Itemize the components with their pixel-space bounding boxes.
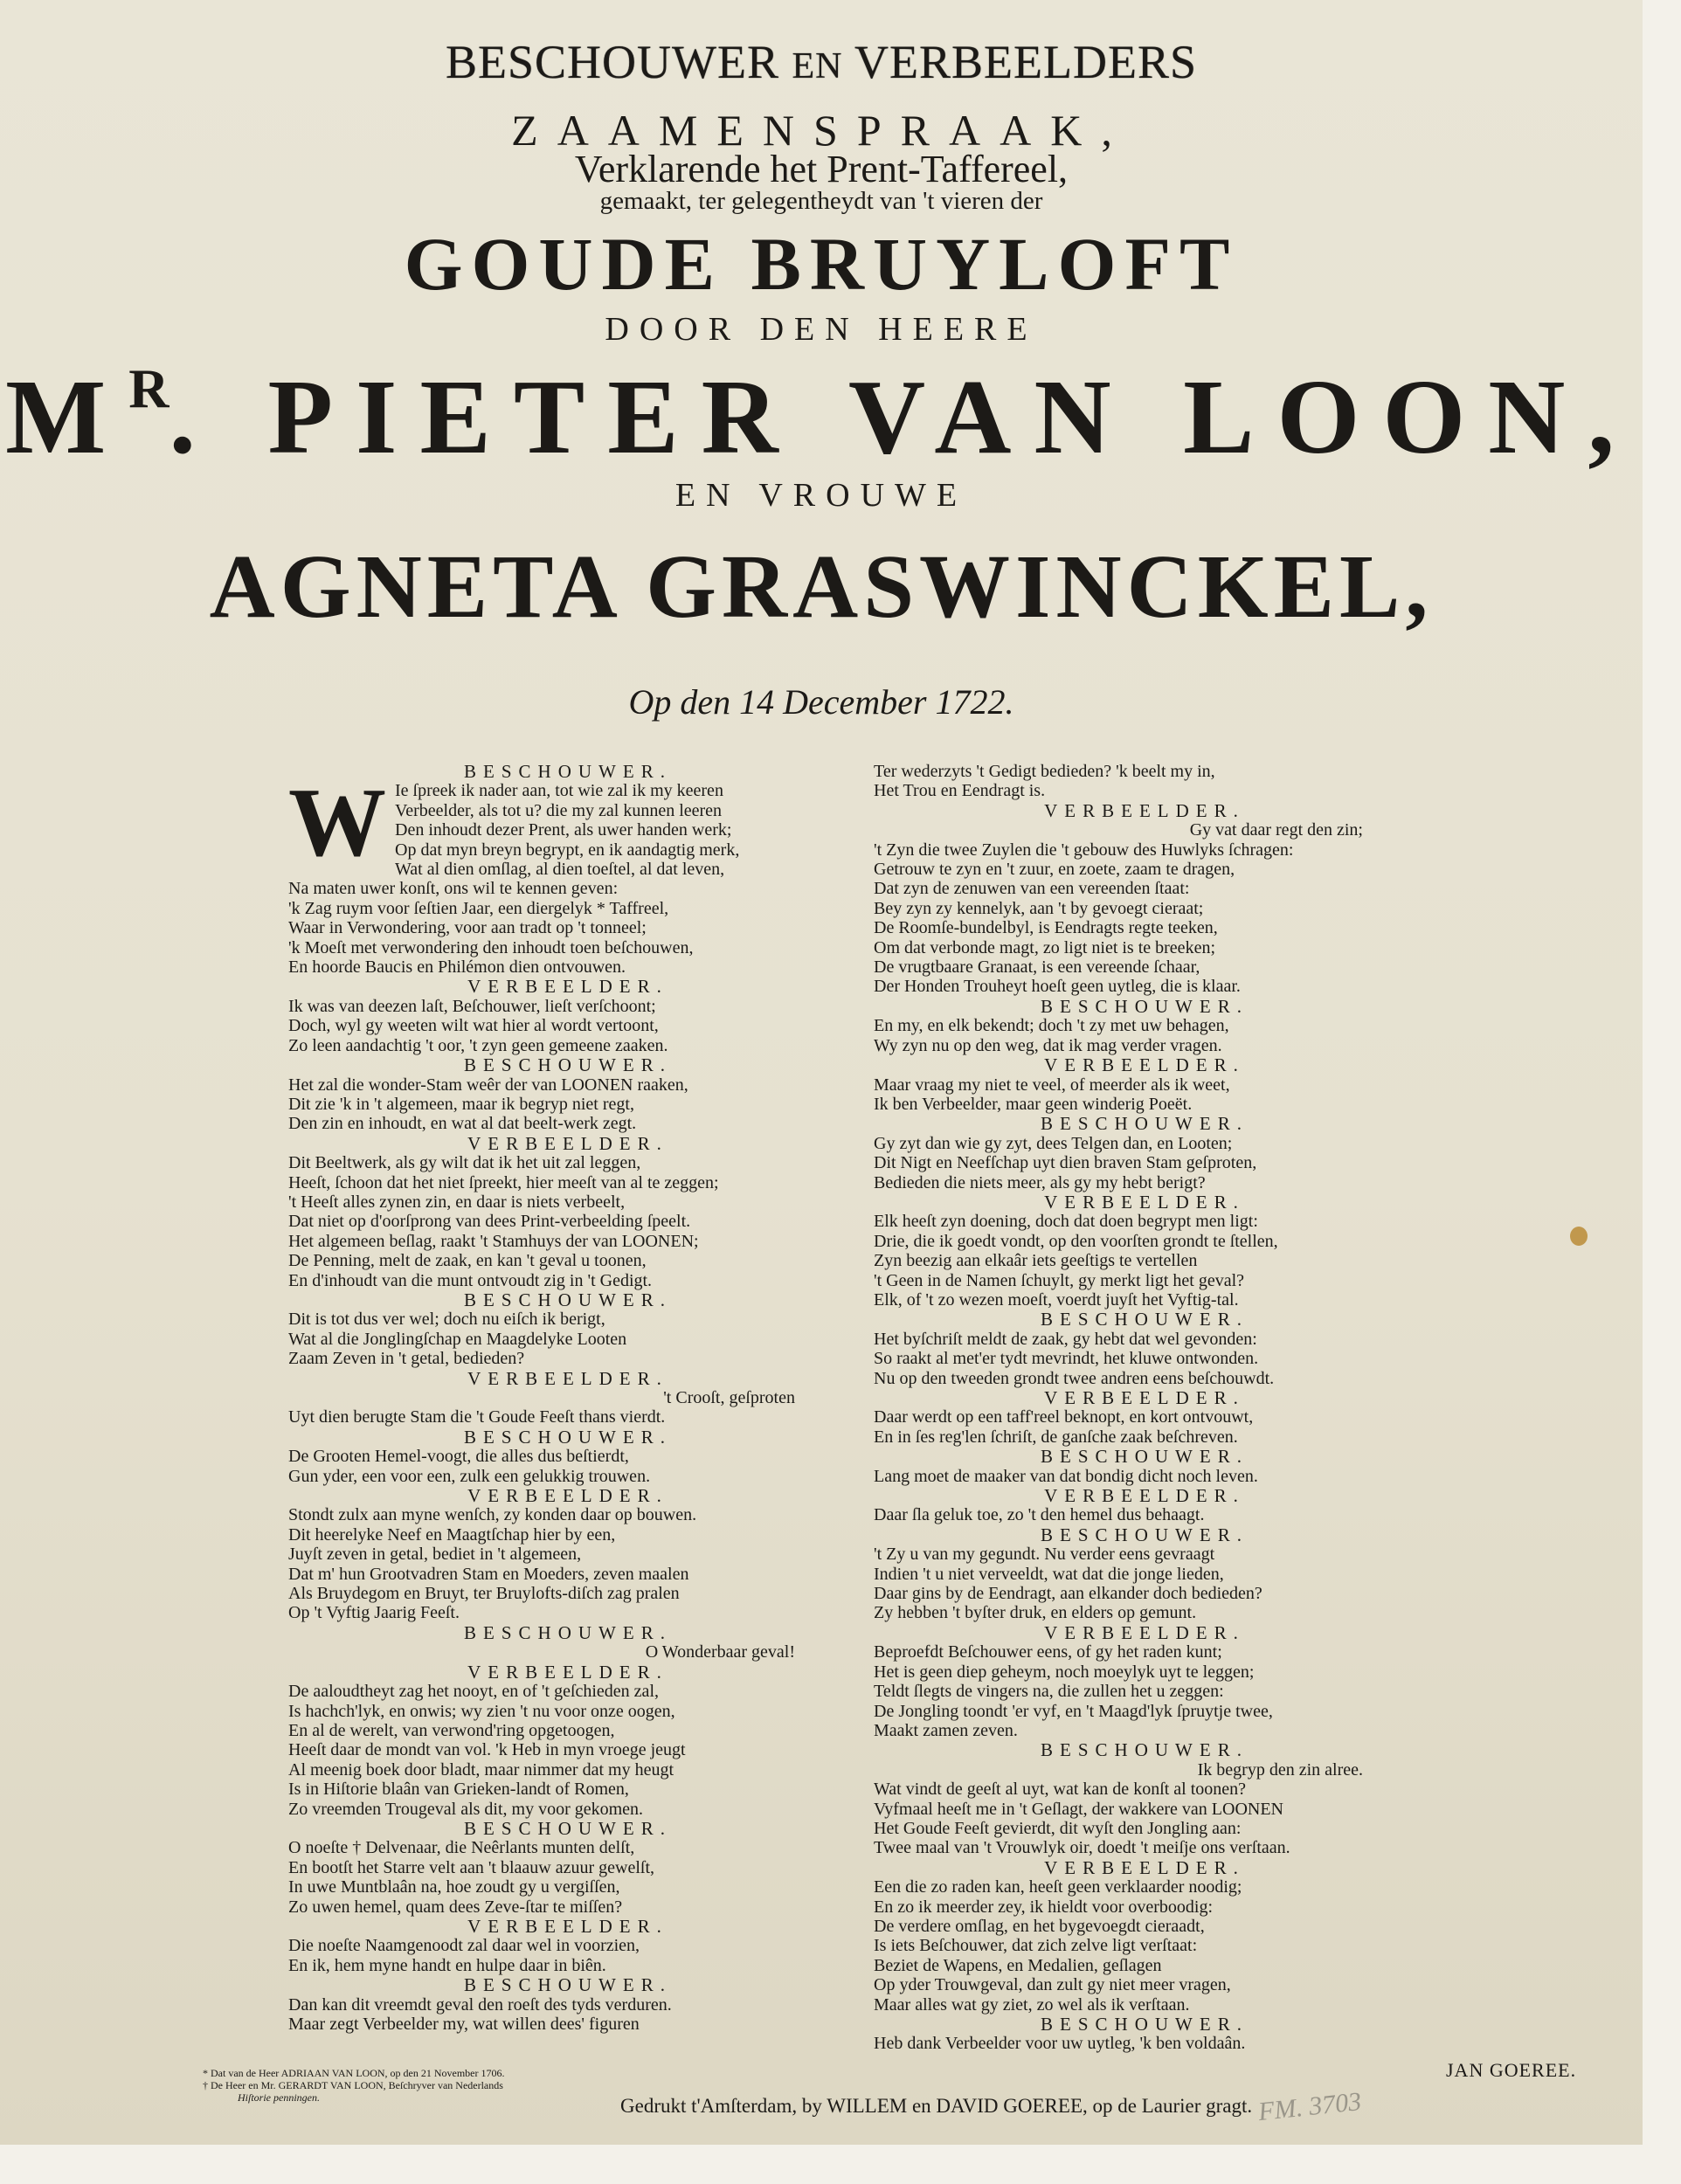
- printer-imprint: Gedrukt t'Amſterdam, by WILLEM en DAVID GOEREE, op de Laurier gragt.: [620, 2095, 1253, 2117]
- verse-line: Lang moet de maaker van dat bondig dicht noch leven.: [874, 1466, 1258, 1486]
- verse-line: Om dat verbonde magt, zo ligt niet is te breeken;: [874, 937, 1215, 957]
- title-goude-bruyloft: GOUDE BRUYLOFT: [404, 222, 1239, 306]
- verse-line: 't Zy u van my gegundt. Nu verder eens gevraagt: [874, 1545, 1215, 1565]
- verse-line: 't Zyn die twee Zuylen die 't gebouw des Huwlyks ſchragen:: [874, 840, 1294, 860]
- verse-line: Ie ſpreek ik nader aan, tot wie zal ik my keeren: [395, 781, 723, 801]
- verse-line: Maar zegt Verbeelder my, wat willen dees' figuren: [288, 2015, 640, 2034]
- verse-line: Dat zyn de zenuwen van een vereenden ſtaat:: [874, 879, 1190, 899]
- speaker-heading: VERBEELDER.: [1044, 799, 1245, 821]
- verse-line: Op 't Vyftig Jaarig Feeſt.: [288, 1603, 460, 1623]
- verse-line: Het zal die wonder-Stam weêr der van LOONEN raaken,: [288, 1075, 688, 1095]
- speaker-heading: BESCHOUWER.: [1041, 1309, 1249, 1330]
- verse-line: Zaam Zeven in 't getal, bedieden?: [288, 1349, 525, 1369]
- verse-line: Wat al die Jonglingſchap en Maagdelyke Looten: [288, 1329, 627, 1349]
- verse-line: En hoorde Baucis en Philémon dien ontvouwen.: [288, 957, 626, 978]
- verse-line: Maar vraag my niet te veel, of meerder als ik weet,: [874, 1075, 1230, 1095]
- verse-line: En al de werelt, van verwond'ring opgetoogen,: [288, 1720, 615, 1740]
- speaker-heading: VERBEELDER.: [1044, 1191, 1245, 1213]
- verse-line: Maar alles wat gy ziet, zo wel als ik verſtaan.: [874, 1994, 1190, 2015]
- verse-line: Ter wederzyts 't Gedigt bedieden? 'k beelt my in,: [874, 762, 1215, 781]
- verse-line: Den zin en inhoudt, en wat al dat beelt-werk zegt.: [288, 1114, 637, 1134]
- verse-line: Heeſt daar de mondt van vol. 'k Heb in myn vroege jeugt: [288, 1740, 686, 1760]
- verse-line: Het is geen diep geheym, noch moeylyk uyt te leggen;: [874, 1662, 1255, 1682]
- verse-line: In uwe Muntblaân na, hoe zoudt gy u vergiſſen,: [288, 1877, 620, 1897]
- verse-line: Wy zyn nu op den weg, dat ik mag verder vragen.: [874, 1035, 1222, 1055]
- verse-line: Elk, of 't zo wezen moeſt, voerdt juyſt het Vyftig-tal.: [874, 1289, 1239, 1310]
- speaker-heading: BESCHOUWER.: [464, 1621, 672, 1643]
- speaker-heading: VERBEELDER.: [467, 1132, 668, 1154]
- speaker-heading: BESCHOUWER.: [464, 1289, 672, 1310]
- verse-line: Den inhoudt dezer Prent, als uwer handen werk;: [395, 820, 732, 840]
- speaker-heading: VERBEELDER.: [467, 1485, 668, 1507]
- speaker-heading: VERBEELDER.: [467, 1661, 668, 1683]
- verse-line: De Penning, melt de zaak, en kan 't geval u toonen,: [288, 1251, 647, 1271]
- verse-line: O Wonderbaar geval!: [645, 1642, 795, 1662]
- verse-line: En my, en elk bekendt; doch 't zy met uw behagen,: [874, 1016, 1229, 1036]
- verse-line: Dit is tot dus ver wel; doch nu eiſch ik berigt,: [288, 1310, 605, 1330]
- verse-line: De Grooten Hemel-voogt, die alles dus beſtierdt,: [288, 1447, 629, 1467]
- verse-line: Juyſt zeven in getal, bediet in 't algemeen,: [288, 1545, 582, 1565]
- verse-line: Gy zyt dan wie gy zyt, dees Telgen dan, en Looten;: [874, 1133, 1233, 1153]
- verse-line: En in ſes reg'len ſchriſt, de ganſche zaak beſchreven.: [874, 1427, 1238, 1447]
- verse-line: Na maten uwer konſt, ons wil te kennen geven:: [288, 879, 619, 899]
- verse-line: Verbeelder, als tot u? die my zal kunnen leeren: [395, 800, 723, 820]
- verse-line: Dat m' hun Grootvadren Stam en Moeders, zeven maalen: [288, 1564, 689, 1584]
- drop-cap: W: [288, 769, 386, 878]
- speaker-heading: BESCHOUWER.: [1041, 1446, 1249, 1468]
- verse-line: Het algemeen beſlag, raakt 't Stamhuys der van LOONEN;: [288, 1231, 699, 1251]
- title-line-1: [0, 35, 1643, 89]
- title-en-vrouwe: EN VROUWE: [674, 477, 968, 514]
- verse-line: Vyfmaal heeſt me in 't Geſlagt, der wakkere van LOONEN: [874, 1799, 1283, 1819]
- verse-line: Bey zyn zy kennelyk, aan 't by gevoegt cieraat;: [874, 898, 1204, 918]
- author-signature: JAN GOEREE.: [1446, 2059, 1577, 2081]
- title-word-en: EN: [792, 46, 843, 86]
- verse-line: Teldt ſlegts de vingers na, die zullen het u zeggen:: [874, 1682, 1224, 1702]
- paper-stain: [1570, 1227, 1588, 1246]
- verse-line: Daar ſla geluk toe, zo 't den hemel dus behaagt.: [874, 1505, 1205, 1525]
- verse-line: Het Trou en Eendragt is.: [874, 781, 1046, 801]
- verse-line: En zo ik meerder zey, ik hieldt voor overboodig:: [874, 1897, 1214, 1917]
- verse-line: Daar werdt op een taff'reel beknopt, en kort ontvouwt,: [874, 1407, 1254, 1427]
- verse-line: Dit zie 'k in 't algemeen, maar ik begryp niet regt,: [288, 1094, 634, 1114]
- footnotes: [203, 2067, 505, 2104]
- verse-line: En ik, hem myne handt en hulpe daar in biên.: [288, 1955, 606, 1975]
- title-word-verbeelders: VERBEELDERS: [854, 36, 1198, 88]
- footnote-1: * Dat van de Heer ADRIAAN VAN LOON, op den 21 November 1706.: [203, 2067, 505, 2079]
- verse-line: De Roomſe-bundelbyl, is Eendragts regte teeken,: [874, 918, 1218, 938]
- verse-line: Heb dank Verbeelder voor uw uytleg, 'k ben voldaân.: [874, 2034, 1246, 2054]
- verse-line: Indien 't u niet verveeldt, wat dat die jonge lieden,: [874, 1564, 1224, 1584]
- speaker-heading: BESCHOUWER.: [1041, 995, 1249, 1017]
- footnote-2: † De Heer en Mr. GERARDT VAN LOON, Beſchryver van Nederlands: [203, 2079, 503, 2091]
- title-word-beschouwer: BESCHOUWER: [445, 36, 779, 88]
- verse-line: Maakt zamen zeven.: [874, 1720, 1018, 1740]
- verse-line: 'k Zag ruym voor ſeſtien Jaar, een diergelyk * Taffreel,: [288, 898, 669, 918]
- verse-line: Nu op den tweeden grondt twee andren eens beſchouwdt.: [874, 1368, 1275, 1388]
- verse-line: Beproefdt Beſchouwer eens, of gy het raden kunt;: [874, 1642, 1222, 1662]
- title-zaamenspraak: ZAAMENSPRAAK,: [511, 106, 1131, 155]
- verse-line: Dit Nigt en Neefſchap uyt dien braven Stam geſproten,: [874, 1153, 1257, 1173]
- verse-line: Ik begryp den zin alree.: [1197, 1759, 1363, 1780]
- speaker-heading: VERBEELDER.: [1044, 1621, 1245, 1643]
- verse-line: Gy vat daar regt den zin;: [1189, 820, 1363, 840]
- verse-line: Zo vreemden Trougeval als dit, my voor gekomen.: [288, 1799, 644, 1819]
- dialogue-left-column: [288, 762, 847, 2034]
- title-door-den-heere: DOOR DEN HEERE: [605, 311, 1038, 348]
- speaker-heading: BESCHOUWER.: [1041, 1524, 1249, 1545]
- verse-line: 'k Moeſt met verwondering den inhoudt toen beſchouwen,: [288, 937, 694, 957]
- verse-line: Het byſchriſt meldt de zaak, gy hebt dat wel gevonden:: [874, 1329, 1257, 1349]
- verse-line: Is hachch'lyk, en onwis; wy zien 't nu voor onze oogen,: [288, 1701, 675, 1721]
- verse-line: Wat al dien omſlag, al dien toeſtel, al dat leven,: [395, 860, 725, 880]
- verse-line: Heeſt, ſchoon dat het niet ſpreekt, hier meeſt van al te zeggen;: [288, 1172, 719, 1192]
- speaker-heading: BESCHOUWER.: [464, 761, 672, 782]
- verse-line: Op yder Trouwgeval, dan zult gy niet meer vragen,: [874, 1975, 1231, 1995]
- verse-line: Doch, wyl gy weeten wilt wat hier al wordt vertoont,: [288, 1016, 659, 1036]
- verse-line: Zy hebben 't byſter druk, en elders op gemunt.: [874, 1603, 1197, 1623]
- verse-line: En bootſt het Starre velt aan 't blaauw azuur gewelſt,: [288, 1857, 655, 1877]
- verse-line: Zo uwen hemel, quam dees Zeve-ſtar te miſſen?: [288, 1897, 623, 1917]
- speaker-heading: BESCHOUWER.: [464, 1817, 672, 1839]
- title-agneta-graswinckel: AGNETA GRASWINCKEL,: [209, 536, 1434, 637]
- verse-line: Het Goude Feeſt gevierdt, dit wyſt den Jongling aan:: [874, 1818, 1242, 1838]
- verse-line: De vrugtbaare Granaat, is een vereende ſchaar,: [874, 957, 1200, 978]
- verse-line: Daar gins by de Eendragt, aan elkander doch bedieden?: [874, 1584, 1262, 1604]
- verse-line: 't Heeſt alles zynen zin, en daar is niets verbeelt,: [288, 1192, 626, 1212]
- verse-line: De Jongling toondt 'er vyf, en 't Maagd'lyk ſpruytje twee,: [874, 1701, 1273, 1721]
- verse-line: Op dat myn breyn begrypt, en ik aandagtig merk,: [395, 840, 740, 860]
- verse-line: 't Crooſt, geſproten: [663, 1388, 795, 1407]
- verse-line: Dit heerelyke Neef en Maagtſchap hier by een,: [288, 1524, 616, 1545]
- verse-line: Is in Hiſtorie blaân van Grieken-landt of Romen,: [288, 1780, 629, 1800]
- speaker-heading: VERBEELDER.: [467, 976, 668, 998]
- verse-line: Twee maal van 't Vrouwlyk oir, doedt 't meiſje ons verſtaan.: [874, 1838, 1290, 1858]
- speaker-heading: VERBEELDER.: [1044, 1485, 1245, 1507]
- speaker-heading: BESCHOUWER.: [464, 1054, 672, 1076]
- verse-line: 't Geen in de Namen ſchuylt, gy merkt ligt het geval?: [874, 1270, 1245, 1290]
- verse-line: Die noeſte Naamgenoodt zal daar wel in voorzien,: [288, 1936, 640, 1956]
- verse-line: Der Honden Trouheyt hoeſt geen uytleg, die is klaar.: [874, 977, 1241, 997]
- verse-line: En d'inhoudt van die munt ontvoudt zig in 't Gedigt.: [288, 1270, 653, 1290]
- title-mr-superscript: R: [128, 357, 169, 419]
- speaker-heading: VERBEELDER.: [467, 1915, 668, 1937]
- footnote-2-cont: Hiſtorie penningen.: [238, 2091, 320, 2104]
- title-mr-prefix: M: [5, 358, 129, 476]
- verse-line: Uyt dien berugte Stam die 't Goude Feeſt thans vierdt.: [288, 1407, 666, 1427]
- verse-line: Zo leen aandachtig 't oor, 't zyn geen gemeene zaaken.: [288, 1035, 668, 1055]
- handwritten-inventory-mark: FM. 3703: [1256, 2086, 1363, 2127]
- verse-line: Getrouw te zyn en 't zuur, en zoete, zaam te dragen,: [874, 860, 1235, 880]
- title-pieter-van-loon: [0, 356, 1643, 479]
- verse-line: Bedieden die niets meer, als gy my hebt berigt?: [874, 1172, 1206, 1192]
- verse-line: Waar in Verwondering, voor aan tradt op 't tonneel;: [288, 918, 647, 938]
- verse-line: O noeſte † Delvenaar, die Neêrlants munten delſt,: [288, 1838, 635, 1858]
- verse-line: So raakt al met'er tydt mevrindt, het kluwe ontwonden.: [874, 1349, 1259, 1369]
- speaker-heading: BESCHOUWER.: [464, 1974, 672, 1996]
- speaker-heading: BESCHOUWER.: [1041, 2014, 1249, 2035]
- verse-line: De verdere omſlag, en het bygevoegdt cieraadt,: [874, 1916, 1205, 1936]
- verse-line: De aaloudtheyt zag het nooyt, en of 't geſchieden zal,: [288, 1682, 659, 1702]
- verse-line: Stondt zulx aan myne wenſch, zy konden daar op bouwen.: [288, 1505, 697, 1525]
- verse-line: Dit Beeltwerk, als gy wilt dat ik het uit zal leggen,: [288, 1153, 641, 1173]
- verse-line: Elk heeſt zyn doening, doch dat doen begrypt men ligt:: [874, 1212, 1258, 1232]
- speaker-heading: BESCHOUWER.: [464, 1426, 672, 1448]
- speaker-heading: VERBEELDER.: [1044, 1054, 1245, 1076]
- subtitle-verklarende: Verklarende het Prent-Taffereel,: [574, 148, 1069, 190]
- verse-line: Gun yder, een voor een, zulk een gelukkig trouwen.: [288, 1466, 651, 1486]
- speaker-heading: BESCHOUWER.: [1041, 1113, 1249, 1135]
- verse-line: Drie, die ik goedt vondt, op den voorſten grondt te ſtellen,: [874, 1231, 1278, 1251]
- speaker-heading: BESCHOUWER.: [1041, 1739, 1249, 1761]
- verse-line: Als Bruydegom en Bruyt, ter Bruylofts-diſch zag pralen: [288, 1584, 680, 1604]
- speaker-heading: VERBEELDER.: [1044, 1856, 1245, 1878]
- verse-line: Een die zo raden kan, heeſt geen verklaarder noodig;: [874, 1877, 1242, 1897]
- verse-line: Ik ben Verbeelder, maar geen winderig Poeët.: [874, 1094, 1193, 1114]
- verse-line: Beziet de Wapens, en Medalien, geſlagen: [874, 1955, 1162, 1975]
- verse-line: Zyn beezig aan elkaâr iets geeſtigs te vertellen: [874, 1251, 1198, 1271]
- verse-line: Dat niet op d'oorſprong van dees Print-verbeelding ſpeelt.: [288, 1212, 691, 1232]
- verse-line: Al meenig boek door bladt, maar nimmer dat my heugt: [288, 1759, 674, 1780]
- verse-line: Ik was van deezen laſt, Beſchouwer, lieſt verſchoont;: [288, 996, 656, 1016]
- title-name: . PIETER VAN LOON,: [169, 358, 1637, 476]
- speaker-heading: VERBEELDER.: [467, 1367, 668, 1389]
- verse-line: Dan kan dit vreemdt geval den roeſt des tyds verduren.: [288, 1994, 672, 2015]
- speaker-heading: VERBEELDER.: [1044, 1387, 1245, 1408]
- subtitle-gemaakt: gemaakt, ter gelegentheydt van 't vieren der: [599, 187, 1043, 215]
- date-line: Op den 14 December 1722.: [628, 682, 1014, 722]
- dialogue-right-column: [874, 762, 1415, 2054]
- verse-line: Is iets Beſchouwer, dat zich zelve ligt verſtaat:: [874, 1936, 1198, 1956]
- verse-line: Wat vindt de geeſt al uyt, wat kan de konſt al toonen?: [874, 1780, 1247, 1800]
